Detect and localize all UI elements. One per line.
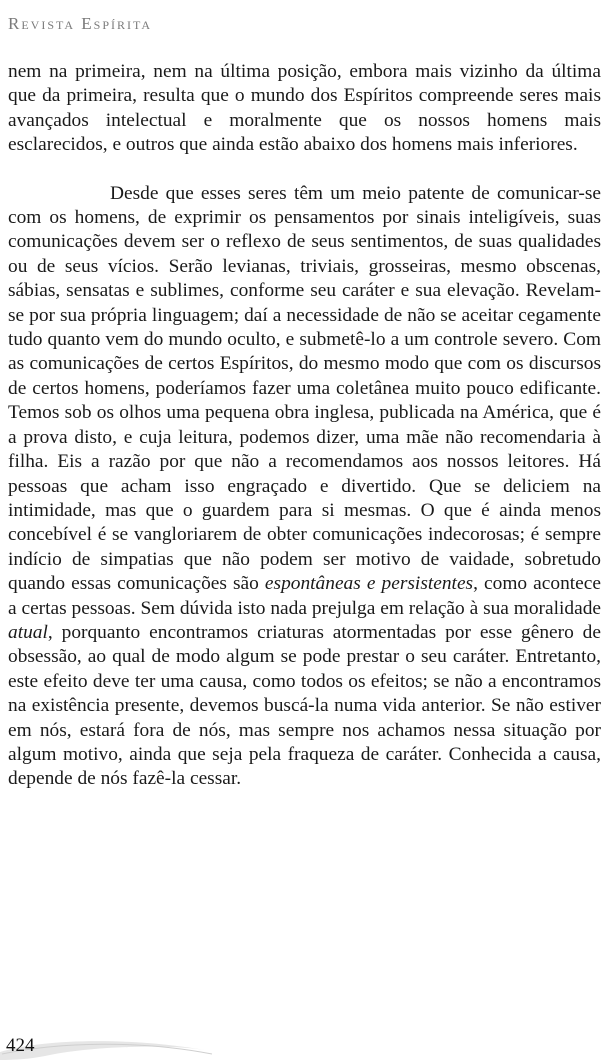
running-header: Revista Espírita — [8, 14, 153, 33]
page-number: 424 — [6, 1035, 35, 1056]
paragraph-2-text-a: Desde que esses seres têm um meio patente de comunicar-se com os homens, de exprimir os pensamentos por sinais inteligíveis, suas comunicações devem ser o reflexo de seus sentimentos, de suas qualidades ou de seus vícios. Serão levianas, triviais, grosseiras, mesmo obscenas, sábias, sensatas e sublimes, conforme seu caráter e sua elevação. Revelam-se por sua própria linguagem; daí a necessidade de não se aceitar cegamente tudo quanto vem do mundo oculto, e submetê-lo a um controle severo. Com as comunicações de certos Espíritos, do mesmo modo que com os discursos de certos homens, poderíamos fazer uma coletânea muito pouco edificante. Temos sob os olhos uma pequena obra inglesa, publicada na América, que é a prova disto, e cuja leitura, podemos dizer, uma mãe não recomendaria à filha. Eis a razão por que não a recomendamos aos nossos leitores. Há pessoas que acham isso engraçado e divertido. Que se deliciem na intimidade, mas que o guardem para si mesmas. O que é ainda menos concebível é se vangloriarem de obter comunicações indecorosas; é sempre indício de simpatias que não podem ser motivo de vaidade, sobretudo quando essas comunicações são — [8, 182, 601, 595]
paragraph-2-text-c: , porquanto encontramos criaturas atormentadas por esse gênero de obsessão, ao qual de modo algum se pode prestar o seu caráter. Entretanto, este efeito deve ter uma causa, como todos os efeitos; se não a encontramos na existência presente, devemos buscá-la numa vida anterior. Se não estiver em nós, estará fora de nós, mas sempre nos achamos nessa situação por algum motivo, ainda que seja pela fraqueza de caráter. Conhecida a causa, depende de nós fazê-la cessar. — [8, 621, 601, 790]
paragraph-2 — [8, 182, 601, 792]
paragraph-1: nem na primeira, nem na última posição, embora mais vizinho da última que da primeira, resulta que o mundo dos Espíritos compreende seres mais avançados intelectual e moralmente que os nossos homens mais esclarecidos, e outros que ainda estão abaixo dos homens mais inferiores. — [8, 61, 601, 156]
paragraph-2-text-b: , como acontece a certas pessoas. Sem dúvida isto nada prejulga em relação à sua moralidade — [8, 573, 601, 619]
page-body — [8, 60, 601, 792]
italic-phrase: espontâneas e persistentes — [264, 573, 474, 595]
italic-word: atual — [8, 621, 48, 643]
